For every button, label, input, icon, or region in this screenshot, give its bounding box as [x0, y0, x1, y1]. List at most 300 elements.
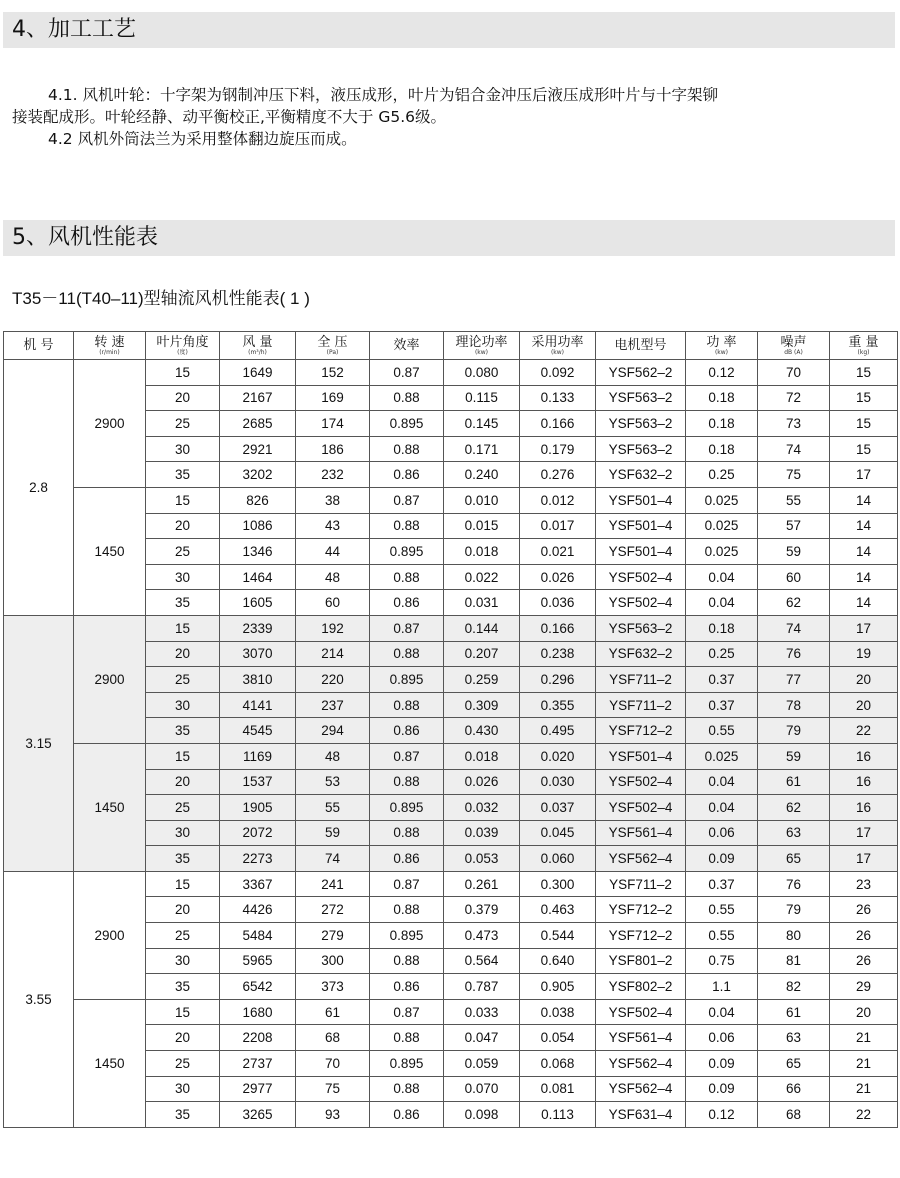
table-cell: 0.473 — [444, 923, 520, 949]
table-cell: 65 — [758, 846, 830, 872]
table-cell: 0.04 — [686, 795, 758, 821]
column-header — [146, 332, 220, 360]
table-cell: YSF631–4 — [596, 1102, 686, 1128]
column-header-label: 噪声 — [780, 334, 807, 350]
table-cell: YSF501–4 — [596, 743, 686, 769]
column-header-unit: (kg) — [857, 348, 870, 356]
table-cell: 0.379 — [444, 897, 520, 923]
table-cell: 0.145 — [444, 411, 520, 437]
table-cell: YSF712–2 — [596, 718, 686, 744]
table-cell: 0.207 — [444, 641, 520, 667]
table-cell: 0.905 — [520, 974, 596, 1000]
table-cell: 38 — [296, 487, 370, 513]
table-cell: 0.55 — [686, 718, 758, 744]
table-cell: 21 — [830, 1025, 898, 1051]
table-cell: 0.463 — [520, 897, 596, 923]
table-cell: 25 — [146, 539, 220, 565]
table-title: T35－11(T40–11)型轴流风机性能表( 1 ) — [12, 289, 310, 308]
table-cell: 0.037 — [520, 795, 596, 821]
table-cell: YSF632–2 — [596, 641, 686, 667]
column-header-unit: (Pa) — [326, 348, 339, 356]
table-cell: 300 — [296, 948, 370, 974]
table-cell: YSF563–2 — [596, 615, 686, 641]
table-cell: 29 — [830, 974, 898, 1000]
table-cell: 57 — [758, 513, 830, 539]
table-cell: YSF502–4 — [596, 795, 686, 821]
table-cell: 0.276 — [520, 462, 596, 488]
table-row — [4, 743, 898, 769]
table-cell: 186 — [296, 436, 370, 462]
table-cell: 0.309 — [444, 692, 520, 718]
table-cell: 0.18 — [686, 411, 758, 437]
table-cell: 174 — [296, 411, 370, 437]
table-cell: 20 — [830, 999, 898, 1025]
table-cell: 20 — [830, 667, 898, 693]
table-cell: 0.080 — [444, 360, 520, 386]
table-cell: 2737 — [220, 1051, 296, 1077]
table-cell: YSF562–4 — [596, 1076, 686, 1102]
table-cell: 73 — [758, 411, 830, 437]
table-cell: 30 — [146, 820, 220, 846]
table-cell: 0.895 — [370, 411, 444, 437]
table-cell: 48 — [296, 564, 370, 590]
table-row — [4, 360, 898, 386]
table-cell: 826 — [220, 487, 296, 513]
table-row — [4, 615, 898, 641]
table-cell: 61 — [758, 769, 830, 795]
column-header — [596, 332, 686, 360]
table-cell: 0.015 — [444, 513, 520, 539]
column-header-label: 采用功率 — [531, 334, 584, 350]
table-cell: 169 — [296, 385, 370, 411]
column-header — [296, 332, 370, 360]
table-cell: 14 — [830, 590, 898, 616]
table-cell: 0.032 — [444, 795, 520, 821]
table-cell: 0.179 — [520, 436, 596, 462]
table-cell: 44 — [296, 539, 370, 565]
table-cell: 0.047 — [444, 1025, 520, 1051]
table-cell: 2685 — [220, 411, 296, 437]
table-cell: 241 — [296, 871, 370, 897]
table-cell: 0.86 — [370, 590, 444, 616]
table-cell: 30 — [146, 564, 220, 590]
table-cell: 2167 — [220, 385, 296, 411]
table-cell: 0.88 — [370, 513, 444, 539]
table-cell: 0.238 — [520, 641, 596, 667]
table-cell: 21 — [830, 1051, 898, 1077]
table-cell: 0.09 — [686, 1076, 758, 1102]
table-cell: 19 — [830, 641, 898, 667]
table-cell: 0.787 — [444, 974, 520, 1000]
table-cell: YSF501–4 — [596, 539, 686, 565]
column-header-label: 叶片角度 — [156, 334, 209, 350]
table-cell: 74 — [758, 615, 830, 641]
table-cell: 0.166 — [520, 411, 596, 437]
table-cell: 15 — [146, 871, 220, 897]
table-row — [4, 487, 898, 513]
table-cell: 16 — [830, 795, 898, 821]
table-cell: 35 — [146, 590, 220, 616]
table-cell: 1680 — [220, 999, 296, 1025]
table-cell: 0.045 — [520, 820, 596, 846]
table-cell: 60 — [758, 564, 830, 590]
table-cell: 0.240 — [444, 462, 520, 488]
table-row — [4, 999, 898, 1025]
table-cell: 0.86 — [370, 974, 444, 1000]
table-cell: 4141 — [220, 692, 296, 718]
table-cell: 0.300 — [520, 871, 596, 897]
table-cell: 63 — [758, 1025, 830, 1051]
table-cell: YSF501–4 — [596, 513, 686, 539]
table-cell: YSF502–4 — [596, 564, 686, 590]
table-cell: 79 — [758, 897, 830, 923]
table-cell: 0.18 — [686, 385, 758, 411]
table-body — [4, 360, 898, 1128]
table-cell: 0.88 — [370, 436, 444, 462]
table-cell: 0.04 — [686, 769, 758, 795]
table-cell: 0.87 — [370, 615, 444, 641]
table-cell: 59 — [296, 820, 370, 846]
table-cell: 237 — [296, 692, 370, 718]
table-cell: 59 — [758, 743, 830, 769]
table-cell: 17 — [830, 820, 898, 846]
table-cell: 0.025 — [686, 743, 758, 769]
table-cell: YSF711–2 — [596, 667, 686, 693]
table-cell: 82 — [758, 974, 830, 1000]
table-cell: 15 — [146, 743, 220, 769]
table-header — [4, 332, 898, 360]
table-cell: 26 — [830, 923, 898, 949]
column-header — [520, 332, 596, 360]
table-cell: 214 — [296, 641, 370, 667]
table-cell: YSF502–4 — [596, 769, 686, 795]
table-cell: 1346 — [220, 539, 296, 565]
table-cell: 17 — [830, 846, 898, 872]
column-header-unit: (kw) — [714, 348, 729, 356]
table-cell: 0.640 — [520, 948, 596, 974]
table-cell: 30 — [146, 692, 220, 718]
table-cell: YSF801–2 — [596, 948, 686, 974]
table-cell: 2208 — [220, 1025, 296, 1051]
table-cell: 0.081 — [520, 1076, 596, 1102]
table-cell: 0.18 — [686, 615, 758, 641]
table-cell: 55 — [296, 795, 370, 821]
table-cell: 63 — [758, 820, 830, 846]
table-cell: 70 — [758, 360, 830, 386]
table-cell: 15 — [830, 360, 898, 386]
table-cell: 0.88 — [370, 820, 444, 846]
column-header — [4, 332, 74, 360]
table-cell: 15 — [830, 411, 898, 437]
table-cell: 0.04 — [686, 564, 758, 590]
column-header — [758, 332, 830, 360]
column-header-label: 电机型号 — [614, 338, 667, 353]
table-cell: 0.012 — [520, 487, 596, 513]
table-cell: 0.018 — [444, 539, 520, 565]
table-cell: 0.37 — [686, 871, 758, 897]
table-cell: 0.895 — [370, 667, 444, 693]
table-cell: 232 — [296, 462, 370, 488]
table-cell: 0.88 — [370, 385, 444, 411]
table-cell: 20 — [146, 769, 220, 795]
column-header — [830, 332, 898, 360]
table-cell: 14 — [830, 487, 898, 513]
table-cell: 61 — [758, 999, 830, 1025]
table-cell: 0.259 — [444, 667, 520, 693]
table-cell: 0.87 — [370, 487, 444, 513]
table-cell: 25 — [146, 667, 220, 693]
table-cell: 1169 — [220, 743, 296, 769]
table-cell: YSF712–2 — [596, 897, 686, 923]
table-cell: 65 — [758, 1051, 830, 1077]
table-cell: 25 — [146, 795, 220, 821]
table-cell: 16 — [830, 743, 898, 769]
table-cell: 3265 — [220, 1102, 296, 1128]
table-cell: 0.296 — [520, 667, 596, 693]
table-cell: YSF712–2 — [596, 923, 686, 949]
table-cell: 5484 — [220, 923, 296, 949]
table-cell: 93 — [296, 1102, 370, 1128]
column-header-unit: (度) — [177, 348, 188, 356]
table-cell: 74 — [758, 436, 830, 462]
table-cell: 0.113 — [520, 1102, 596, 1128]
table-cell: 0.544 — [520, 923, 596, 949]
table-cell: 0.144 — [444, 615, 520, 641]
table-cell: 0.036 — [520, 590, 596, 616]
speed-cell: 1450 — [74, 487, 146, 615]
column-header-unit: dB (A) — [784, 348, 803, 356]
column-header-label: 转 速 — [94, 334, 125, 350]
table-cell: 35 — [146, 718, 220, 744]
table-cell: 279 — [296, 923, 370, 949]
table-cell: 0.88 — [370, 1076, 444, 1102]
table-cell: 26 — [830, 948, 898, 974]
table-cell: 66 — [758, 1076, 830, 1102]
paragraph-4-1-line-2: 接装配成形。叶轮经静、动平衡校正,平衡精度不大于 G5.6级。 — [12, 108, 447, 126]
table-cell: 81 — [758, 948, 830, 974]
column-header-label: 理论功率 — [455, 334, 508, 350]
column-header-label: 效率 — [393, 338, 420, 353]
table-cell: 0.059 — [444, 1051, 520, 1077]
table-cell: 25 — [146, 923, 220, 949]
table-cell: 62 — [758, 590, 830, 616]
table-cell: 6542 — [220, 974, 296, 1000]
column-header-unit: (r/min) — [99, 348, 120, 356]
table-cell: 0.039 — [444, 820, 520, 846]
model-number-cell: 3.15 — [4, 615, 74, 871]
section-5-heading: 5、风机性能表 — [3, 220, 895, 256]
table-cell: 0.031 — [444, 590, 520, 616]
table-cell: 68 — [758, 1102, 830, 1128]
table-cell: 26 — [830, 897, 898, 923]
table-cell: 14 — [830, 513, 898, 539]
table-cell: 0.25 — [686, 641, 758, 667]
table-cell: YSF802–2 — [596, 974, 686, 1000]
table-cell: 0.038 — [520, 999, 596, 1025]
table-cell: 0.25 — [686, 462, 758, 488]
table-cell: 15 — [830, 385, 898, 411]
table-cell: 0.86 — [370, 1102, 444, 1128]
table-cell: 21 — [830, 1076, 898, 1102]
table-cell: 0.020 — [520, 743, 596, 769]
table-cell: 68 — [296, 1025, 370, 1051]
table-cell: 0.06 — [686, 1025, 758, 1051]
column-header-label: 机 号 — [23, 338, 54, 353]
table-cell: YSF502–4 — [596, 999, 686, 1025]
table-cell: 30 — [146, 948, 220, 974]
table-cell: 0.86 — [370, 846, 444, 872]
table-cell: 0.87 — [370, 360, 444, 386]
table-cell: 0.030 — [520, 769, 596, 795]
table-cell: 2977 — [220, 1076, 296, 1102]
table-cell: 76 — [758, 641, 830, 667]
table-cell: YSF562–4 — [596, 846, 686, 872]
table-cell: 0.12 — [686, 1102, 758, 1128]
table-cell: YSF562–2 — [596, 360, 686, 386]
table-cell: 0.026 — [520, 564, 596, 590]
table-cell: 0.75 — [686, 948, 758, 974]
table-cell: 0.017 — [520, 513, 596, 539]
table-cell: 1537 — [220, 769, 296, 795]
table-cell: 0.895 — [370, 923, 444, 949]
table-cell: 3202 — [220, 462, 296, 488]
table-cell: 20 — [146, 513, 220, 539]
table-cell: 75 — [758, 462, 830, 488]
table-cell: 0.37 — [686, 692, 758, 718]
paragraph-4-1-line-1: 4.1. 风机叶轮：十字架为钢制冲压下料，液压成形，叶片为铝合金冲压后液压成形叶片与十字架铆 — [48, 86, 719, 104]
table-cell: YSF562–4 — [596, 1051, 686, 1077]
table-cell: 48 — [296, 743, 370, 769]
table-cell: 2921 — [220, 436, 296, 462]
table-cell: 62 — [758, 795, 830, 821]
table-cell: YSF561–4 — [596, 820, 686, 846]
table-cell: 0.88 — [370, 564, 444, 590]
column-header-label: 功 率 — [706, 334, 737, 350]
table-cell: 23 — [830, 871, 898, 897]
table-cell: 0.092 — [520, 360, 596, 386]
table-cell: 0.87 — [370, 871, 444, 897]
column-header-unit: (kw) — [550, 348, 565, 356]
table-cell: 77 — [758, 667, 830, 693]
table-cell: 0.895 — [370, 539, 444, 565]
table-cell: 0.88 — [370, 1025, 444, 1051]
table-cell: 15 — [146, 999, 220, 1025]
table-cell: 78 — [758, 692, 830, 718]
table-cell: 0.022 — [444, 564, 520, 590]
table-cell: 75 — [296, 1076, 370, 1102]
table-cell: 0.053 — [444, 846, 520, 872]
table-cell: 373 — [296, 974, 370, 1000]
table-cell: 30 — [146, 1076, 220, 1102]
table-cell: 20 — [146, 1025, 220, 1051]
table-cell: 192 — [296, 615, 370, 641]
table-cell: 35 — [146, 1102, 220, 1128]
table-cell: 17 — [830, 462, 898, 488]
table-cell: 0.133 — [520, 385, 596, 411]
table-cell: 4545 — [220, 718, 296, 744]
table-cell: 14 — [830, 539, 898, 565]
table-cell: 294 — [296, 718, 370, 744]
table-cell: YSF563–2 — [596, 411, 686, 437]
paragraph-4-2: 4.2 风机外筒法兰为采用整体翻边旋压而成。 — [48, 130, 357, 148]
column-header-label: 重 量 — [848, 334, 879, 350]
table-cell: 0.88 — [370, 897, 444, 923]
column-header — [74, 332, 146, 360]
table-cell: YSF711–2 — [596, 692, 686, 718]
table-cell: 17 — [830, 615, 898, 641]
table-cell: 1905 — [220, 795, 296, 821]
table-cell: 59 — [758, 539, 830, 565]
table-cell: 3810 — [220, 667, 296, 693]
table-cell: 0.895 — [370, 795, 444, 821]
table-cell: 0.068 — [520, 1051, 596, 1077]
table-cell: 80 — [758, 923, 830, 949]
table-cell: 0.18 — [686, 436, 758, 462]
table-cell: 0.495 — [520, 718, 596, 744]
column-header-label: 全 压 — [317, 334, 348, 350]
table-cell: 272 — [296, 897, 370, 923]
table-cell: 0.55 — [686, 897, 758, 923]
table-cell: YSF711–2 — [596, 871, 686, 897]
table-row — [4, 871, 898, 897]
table-cell: 1.1 — [686, 974, 758, 1000]
table-cell: 0.88 — [370, 641, 444, 667]
speed-cell: 2900 — [74, 615, 146, 743]
speed-cell: 1450 — [74, 743, 146, 871]
table-cell: 25 — [146, 411, 220, 437]
speed-cell: 1450 — [74, 999, 146, 1127]
table-cell: 0.026 — [444, 769, 520, 795]
table-cell: 53 — [296, 769, 370, 795]
table-cell: 0.166 — [520, 615, 596, 641]
table-cell: 0.025 — [686, 539, 758, 565]
column-header-label: 风 量 — [242, 334, 273, 350]
table-cell: 220 — [296, 667, 370, 693]
table-cell: 0.12 — [686, 360, 758, 386]
table-cell: 20 — [146, 641, 220, 667]
table-cell: 25 — [146, 1051, 220, 1077]
table-cell: 35 — [146, 462, 220, 488]
header-row — [4, 332, 898, 360]
table-cell: 35 — [146, 974, 220, 1000]
table-cell: 0.04 — [686, 590, 758, 616]
table-cell: 0.033 — [444, 999, 520, 1025]
table-cell: 0.87 — [370, 743, 444, 769]
column-header — [220, 332, 296, 360]
table-cell: 5965 — [220, 948, 296, 974]
column-header-unit: (kw) — [474, 348, 489, 356]
column-header — [444, 332, 520, 360]
table-cell: 0.171 — [444, 436, 520, 462]
column-header — [686, 332, 758, 360]
table-cell: 2273 — [220, 846, 296, 872]
table-cell: 0.04 — [686, 999, 758, 1025]
table-cell: YSF502–4 — [596, 590, 686, 616]
table-cell: 1605 — [220, 590, 296, 616]
table-cell: 22 — [830, 718, 898, 744]
table-cell: 3070 — [220, 641, 296, 667]
table-cell: 60 — [296, 590, 370, 616]
table-cell: YSF632–2 — [596, 462, 686, 488]
table-cell: 1464 — [220, 564, 296, 590]
table-cell: 15 — [146, 615, 220, 641]
table-cell: 0.010 — [444, 487, 520, 513]
table-cell: YSF561–4 — [596, 1025, 686, 1051]
table-cell: YSF563–2 — [596, 436, 686, 462]
table-cell: 22 — [830, 1102, 898, 1128]
table-cell: 79 — [758, 718, 830, 744]
process-paragraph-4-1 — [12, 84, 882, 150]
